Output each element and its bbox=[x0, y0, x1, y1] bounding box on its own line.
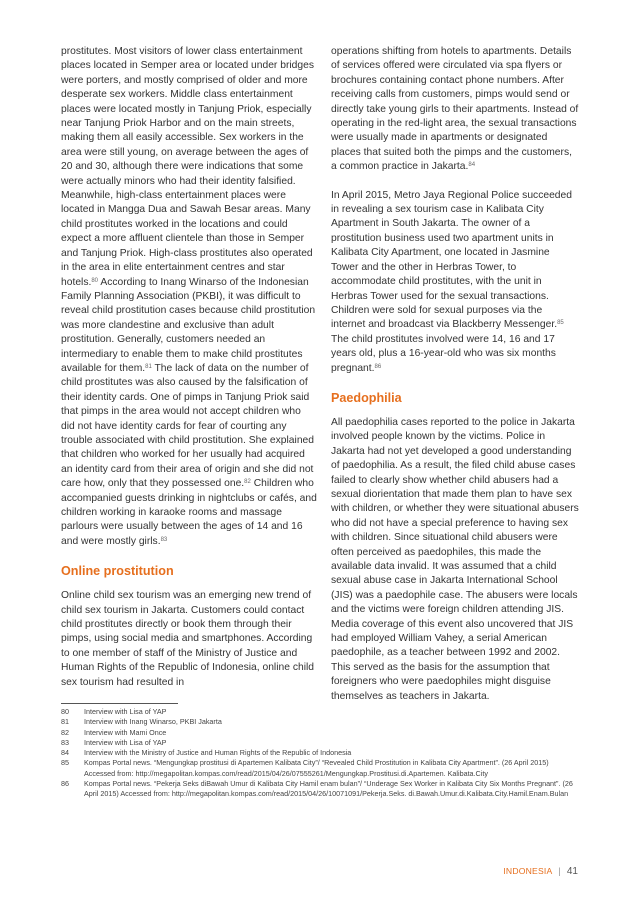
text-run: Children who accompanied guests drinking in nightclubs or cafés, and children working in karaoke rooms and massage parlours were usually between the ages of 14 and 16 and were mostly girls. bbox=[61, 478, 317, 547]
text-run: The child prostitutes involved were 14, 16 and 17 years old, plus a 16-year-old who was six months pregnant. bbox=[331, 333, 556, 374]
footnote-number: 80 bbox=[61, 707, 69, 716]
page-number: 41 bbox=[566, 866, 578, 877]
body-paragraph: All paedophilia cases reported to the police in Jakarta involved people known by the victims. Police in Jakarta had not yet developed a good understanding of paedophilia. As a result, the filed child abuse cases failed to clearly show whether child abusers had a sexual diorientation that made them plan to have sex with children, or whether they were situational abusers who did not have a special preference to having sex with children. Since situational child abusers were often perceived as paedophiles, this made the available data invalid. It was assumed that a child sexual abuse case in Jakarta International School (JIS) was a paedophile case. The abusers were locals and the victims were foreign children attending JIS. Media coverage of this event also uncovered that JIS had employed William Vahey, a serial American paedophile, as a teacher between 1992 and 2002. This served as the basis for the assumption that foreigners who were paedophiles might disguise themselves as teachers in Jakarta. bbox=[331, 416, 579, 702]
footnote bbox=[61, 707, 581, 717]
footnote-number: 84 bbox=[61, 748, 69, 758]
footer-country: INDONESIA bbox=[503, 866, 553, 876]
text-run: prostitutes. Most visitors of lower class entertainment places located in Semper area or located under bridges were porters, and mostly comprised of older and more desperate sex workers. Middle class entertainment places were located mostly in Tanjung Priok, especially near Tanjung Priok Harbor and on the main streets, making them all easily accessible. Sex workers in the area were still young, on average between the ages of 20 and 30, although there were indications that some were actually minors who had their identity falsified. Meanwhile, high-class entertainment places were located in Mangga Dua and Sawah Besar areas. Many child prostitutes worked in the locations and could expect a more affluent clientele than those in Semper and Tanjung Priok. High-class prostitutes also operated in the area in elite entertainment centres and star hotels. bbox=[61, 46, 314, 288]
body-paragraph bbox=[331, 189, 579, 376]
footnote-number: 82 bbox=[61, 727, 69, 737]
footnote bbox=[61, 758, 581, 779]
footnote-ref[interactable]: 81 bbox=[145, 363, 152, 370]
footnote-text: Interview with Mami Once bbox=[84, 727, 167, 737]
footnote bbox=[61, 738, 581, 748]
footnote-text: Kompas Portal news. “Mengungkap prostitusi di Apartemen Kalibata City”/ “Revealed Child Prostitution in Kalibata City Apartment”. (26 April 2015) Accessed from: http://megapolitan.kompas.com/read/2015/04/26/07555261/Mengungkap.Prostitusi.di.Apartemen. Kalibata.City bbox=[84, 758, 549, 778]
right-column bbox=[331, 45, 579, 718]
footnote-number: 85 bbox=[61, 758, 69, 768]
text-run: In April 2015, Metro Jaya Regional Police succeeded in revealing a sex tourism case in Kalibata City Apartment in South Jakarta. The owner of a prostitution business used two apartment units in Kalibata City Apartment, one located in Jasmine Tower and the other in Herbras Tower, to accommodate child prostitutes, with the unit in Herbras Tower used for the sexual transactions. Children were sold for sexual purposes via the internet and broadcast via Blackberry Messenger. bbox=[331, 189, 572, 331]
footnote bbox=[61, 748, 581, 758]
footnote-text: Interview with Inang Winarso, PKBI Jakarta bbox=[84, 717, 222, 727]
footnotes bbox=[61, 707, 581, 800]
text-run: According to Inang Winarso of the Indonesian Family Planning Association (PKBI), it was difficult to reveal child prostitution cases because child prostitution was more clandestine and exclusive than adult prostitution. Generally, customers needed an intermediary to enable them to make child prostitutes available for them. bbox=[61, 276, 316, 374]
body-paragraph bbox=[61, 45, 317, 549]
footnote-number: 83 bbox=[61, 737, 69, 747]
text-run: operations shifting from hotels to apartments. Details of services offered were circulated via spa flyers or brochures containing contact phone numbers. After receiving calls from customers, pimps would send or directly take young girls to their apartments. Instead of operating in the red-light area, the sexual transactions were usually made in apartments or designated places that suited both the pimps and the customers, a common practice in Jakarta. bbox=[331, 46, 579, 173]
footnote bbox=[61, 779, 581, 800]
footnote-text: Interview with Lisa of YAP bbox=[84, 707, 167, 716]
section-heading-paedophilia: Paedophilia bbox=[331, 390, 402, 405]
body-paragraph bbox=[331, 45, 579, 175]
footnote-ref[interactable]: 80 bbox=[91, 277, 99, 284]
body-paragraph: Online child sex tourism was an emerging new trend of child sex tourism in Jakarta. Customers could contact child prostitutes directly or book them through their pimps, using social media and smartphones. According to one member of staff of the Ministry of Justice and Human Rights of the Republic of Indonesia, online child sex tourism had resulted in bbox=[61, 590, 314, 688]
page-footer bbox=[503, 866, 578, 877]
left-column bbox=[61, 45, 317, 704]
footnote-number: 86 bbox=[61, 779, 69, 789]
footnote-text: Interview with Lisa of YAP bbox=[84, 737, 167, 747]
footnote-ref[interactable]: 82 bbox=[244, 479, 251, 486]
footnote-text: Interview with the Ministry of Justice and Human Rights of the Republic of Indonesia bbox=[84, 748, 352, 758]
footnote-number: 81 bbox=[61, 717, 69, 727]
footnote-ref[interactable]: 86 bbox=[374, 363, 382, 370]
footnote bbox=[61, 728, 581, 738]
footnote-text: Kompas Portal news. “Pekerja Seks diBawah Umur di Kalibata City Hamil enam bulan”/ “Underage Sex Worker in Kalibata City Six Months Pregnant”. (26 April 2015) Accessed from: http://megapolitan.kompas.com/read/2015/04/26/10071091/Pekerja.Seks. di.Bawah.Umur.di.Kalibata.City.Hamil.Enam.Bulan bbox=[84, 779, 573, 799]
text-run: The lack of data on the number of child prostitutes was also caused by the falsification of their identity cards. One of pimps in Tanjung Priok said that pimps in the area would not accept children who did not have identity cards for fear of courting any trouble associated with child prostitution. She explained that children who worked for her usually had acquired an identity card from their area of origin and she did not care how, only that they possessed one. bbox=[61, 362, 314, 490]
footnote-ref[interactable]: 83 bbox=[160, 536, 168, 543]
section-heading-online-prostitution: Online prostitution bbox=[61, 564, 174, 579]
footnote bbox=[61, 717, 581, 727]
footnote-divider bbox=[61, 703, 178, 704]
footnote-ref[interactable]: 85 bbox=[557, 320, 564, 327]
footnote-ref[interactable]: 84 bbox=[468, 162, 476, 169]
footer-separator: | bbox=[558, 866, 561, 877]
